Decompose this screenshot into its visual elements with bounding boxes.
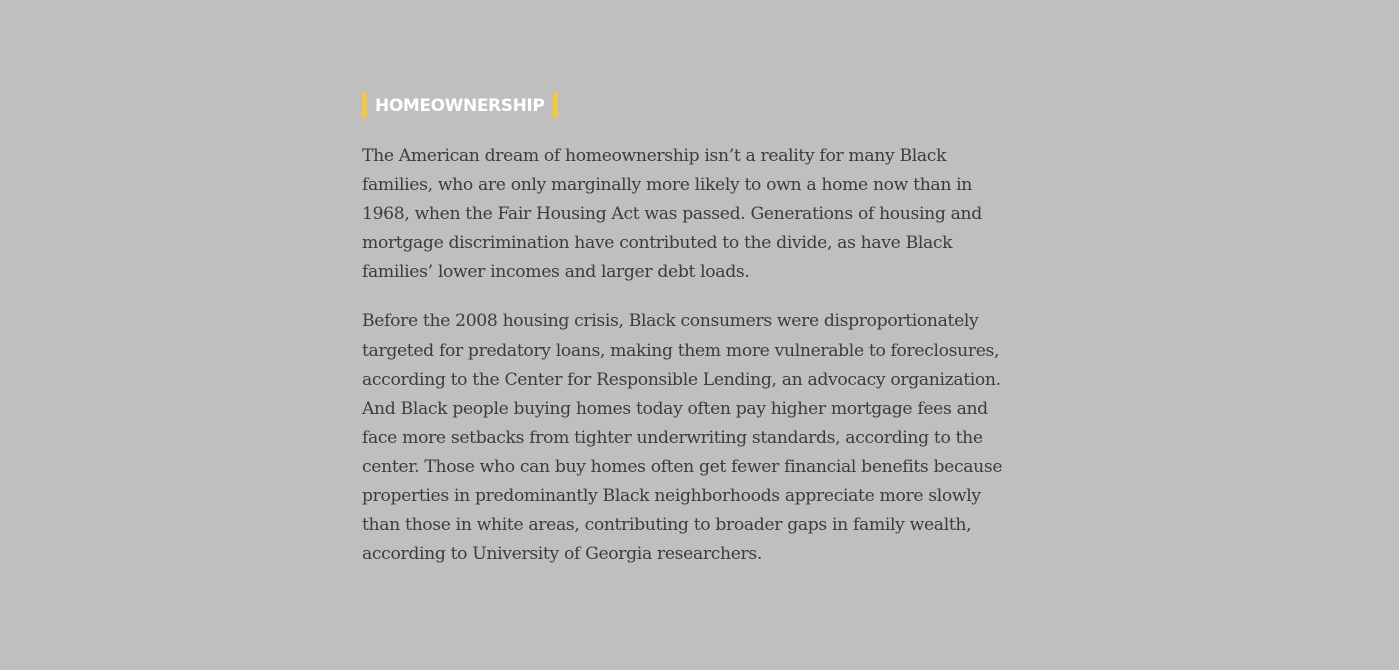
accent-bar-left: [362, 93, 367, 118]
paragraph-line: face more setbacks from tighter underwriting standards, according to the: [362, 427, 983, 448]
paragraph-line: targeted for predatory loans, making them more vulnerable to foreclosures,: [362, 340, 1000, 361]
accent-bar-right: [553, 93, 558, 118]
paragraph-line: than those in white areas, contributing to broader gaps in family wealth,: [362, 515, 972, 536]
paragraph-1: [362, 142, 1032, 287]
article: [362, 93, 1032, 589]
paragraph-line: And Black people buying homes today often pay higher mortgage fees and: [362, 398, 988, 419]
paragraph-line: properties in predominantly Black neighborhoods appreciate more slowly: [362, 486, 981, 507]
paragraph-line: 1968, when the Fair Housing Act was passed. Generations of housing and: [362, 204, 982, 225]
paragraph-line: families, who are only marginally more likely to own a home now than in: [362, 175, 973, 196]
paragraph-line: according to University of Georgia researchers.: [362, 544, 762, 565]
paragraph-line: center. Those who can buy homes often get fewer financial benefits because: [362, 456, 1003, 477]
paragraph-line: The American dream of homeownership isn’t a reality for many Black: [362, 146, 947, 166]
section-label-text: HOMEOWNERSHIP: [375, 95, 545, 116]
section-label: [362, 93, 558, 118]
paragraph-2: [362, 307, 1032, 569]
paragraph-line: families’ lower incomes and larger debt loads.: [362, 262, 750, 283]
paragraph-line: according to the Center for Responsible Lending, an advocacy organization.: [362, 369, 1001, 390]
paragraph-line: Before the 2008 housing crisis, Black consumers were disproportionately: [362, 311, 979, 332]
paragraph-line: mortgage discrimination have contributed to the divide, as have Black: [362, 233, 953, 254]
